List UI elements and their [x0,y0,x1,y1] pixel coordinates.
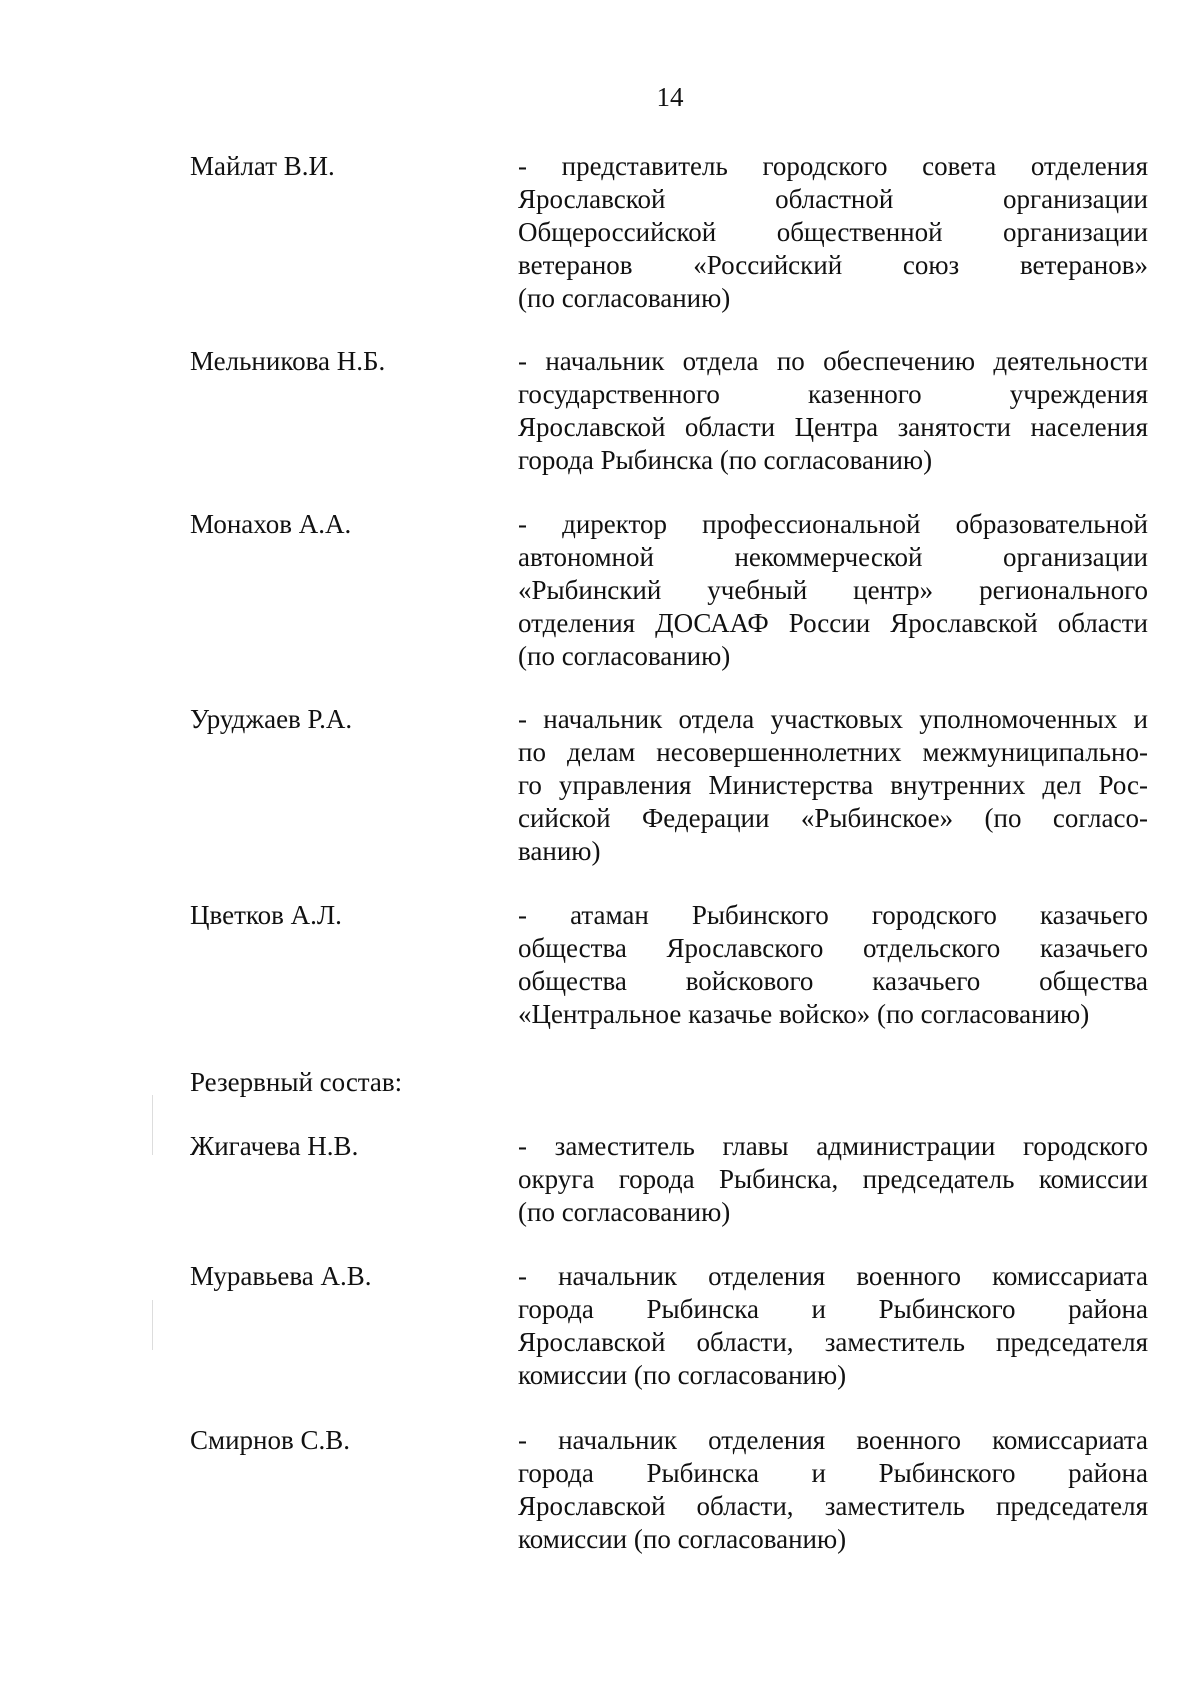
member-role [518,1424,1148,1556]
role-line: общества войскового казачьего общества [518,966,1148,996]
member-role [518,508,1148,673]
role-line: государственного казенного учреждения [518,379,1148,409]
member-role [518,1130,1148,1229]
role-line: - начальник отдела участковых уполномоченных и [518,704,1148,734]
member-role [518,703,1148,868]
scan-margin-mark [152,1300,153,1350]
role-line: города Рыбинска (по согласованию) [518,445,933,475]
member-role [518,345,1148,477]
role-line: общества Ярославского отдельского казачьего [518,933,1148,963]
page-number: 14 [656,82,684,112]
role-line: ванию) [518,836,601,866]
role-line: комиссии (по согласованию) [518,1360,847,1390]
member-role [518,1260,1148,1392]
role-line: Общероссийской общественной организации [518,217,1148,247]
role-line: (по согласованию) [518,1197,731,1227]
role-line: по делам несовершеннолетних межмуниципально- [518,737,1148,767]
role-line: - заместитель главы администрации городского [518,1131,1148,1161]
member-name: Цветков А.Л. [190,900,342,930]
member-name: Мельникова Н.Б. [190,346,386,376]
role-line: (по согласованию) [518,283,731,313]
role-line: «Рыбинский учебный центр» регионального [518,575,1148,605]
role-line: отделения ДОСААФ России Ярославской области [518,608,1148,638]
member-name: Муравьева А.В. [190,1261,372,1291]
role-line: - начальник отделения военного комиссариата [518,1425,1148,1455]
member-name: Жигачева Н.В. [190,1131,359,1161]
role-line: - начальник отдела по обеспечению деятельности [518,346,1148,376]
reserve-heading: Резервный состав: [190,1067,403,1097]
role-line: «Центральное казачье войско» (по согласованию) [518,999,1090,1029]
role-line: Ярославской областной организации [518,184,1148,214]
role-line: комиссии (по согласованию) [518,1524,847,1554]
role-line: Ярославской области, заместитель председателя [518,1491,1148,1521]
role-line: ветеранов «Российский союз ветеранов» [518,250,1148,280]
member-role [518,899,1148,1031]
role-line: - директор профессиональной образовательной [518,509,1148,539]
role-line: (по согласованию) [518,641,731,671]
role-line: го управления Министерства внутренних дел Рос- [518,770,1148,800]
role-line: округа города Рыбинска, председатель комиссии [518,1164,1148,1194]
role-line: Ярославской области, заместитель председателя [518,1327,1148,1357]
role-line: - атаман Рыбинского городского казачьего [518,900,1148,930]
role-line: - представитель городского совета отделения [518,151,1148,181]
member-name: Монахов А.А. [190,509,352,539]
scan-margin-mark [152,1095,153,1155]
member-role [518,150,1148,315]
member-name: Уруджаев Р.А. [190,704,353,734]
role-line: города Рыбинска и Рыбинского района [518,1458,1148,1488]
role-line: автономной некоммерческой организации [518,542,1148,572]
role-line: города Рыбинска и Рыбинского района [518,1294,1148,1324]
member-name: Майлат В.И. [190,151,335,181]
role-line: Ярославской области Центра занятости населения [518,412,1148,442]
role-line: - начальник отделения военного комиссариата [518,1261,1148,1291]
role-line: сийской Федерации «Рыбинское» (по согласо- [518,803,1148,833]
member-name: Смирнов С.В. [190,1425,351,1455]
